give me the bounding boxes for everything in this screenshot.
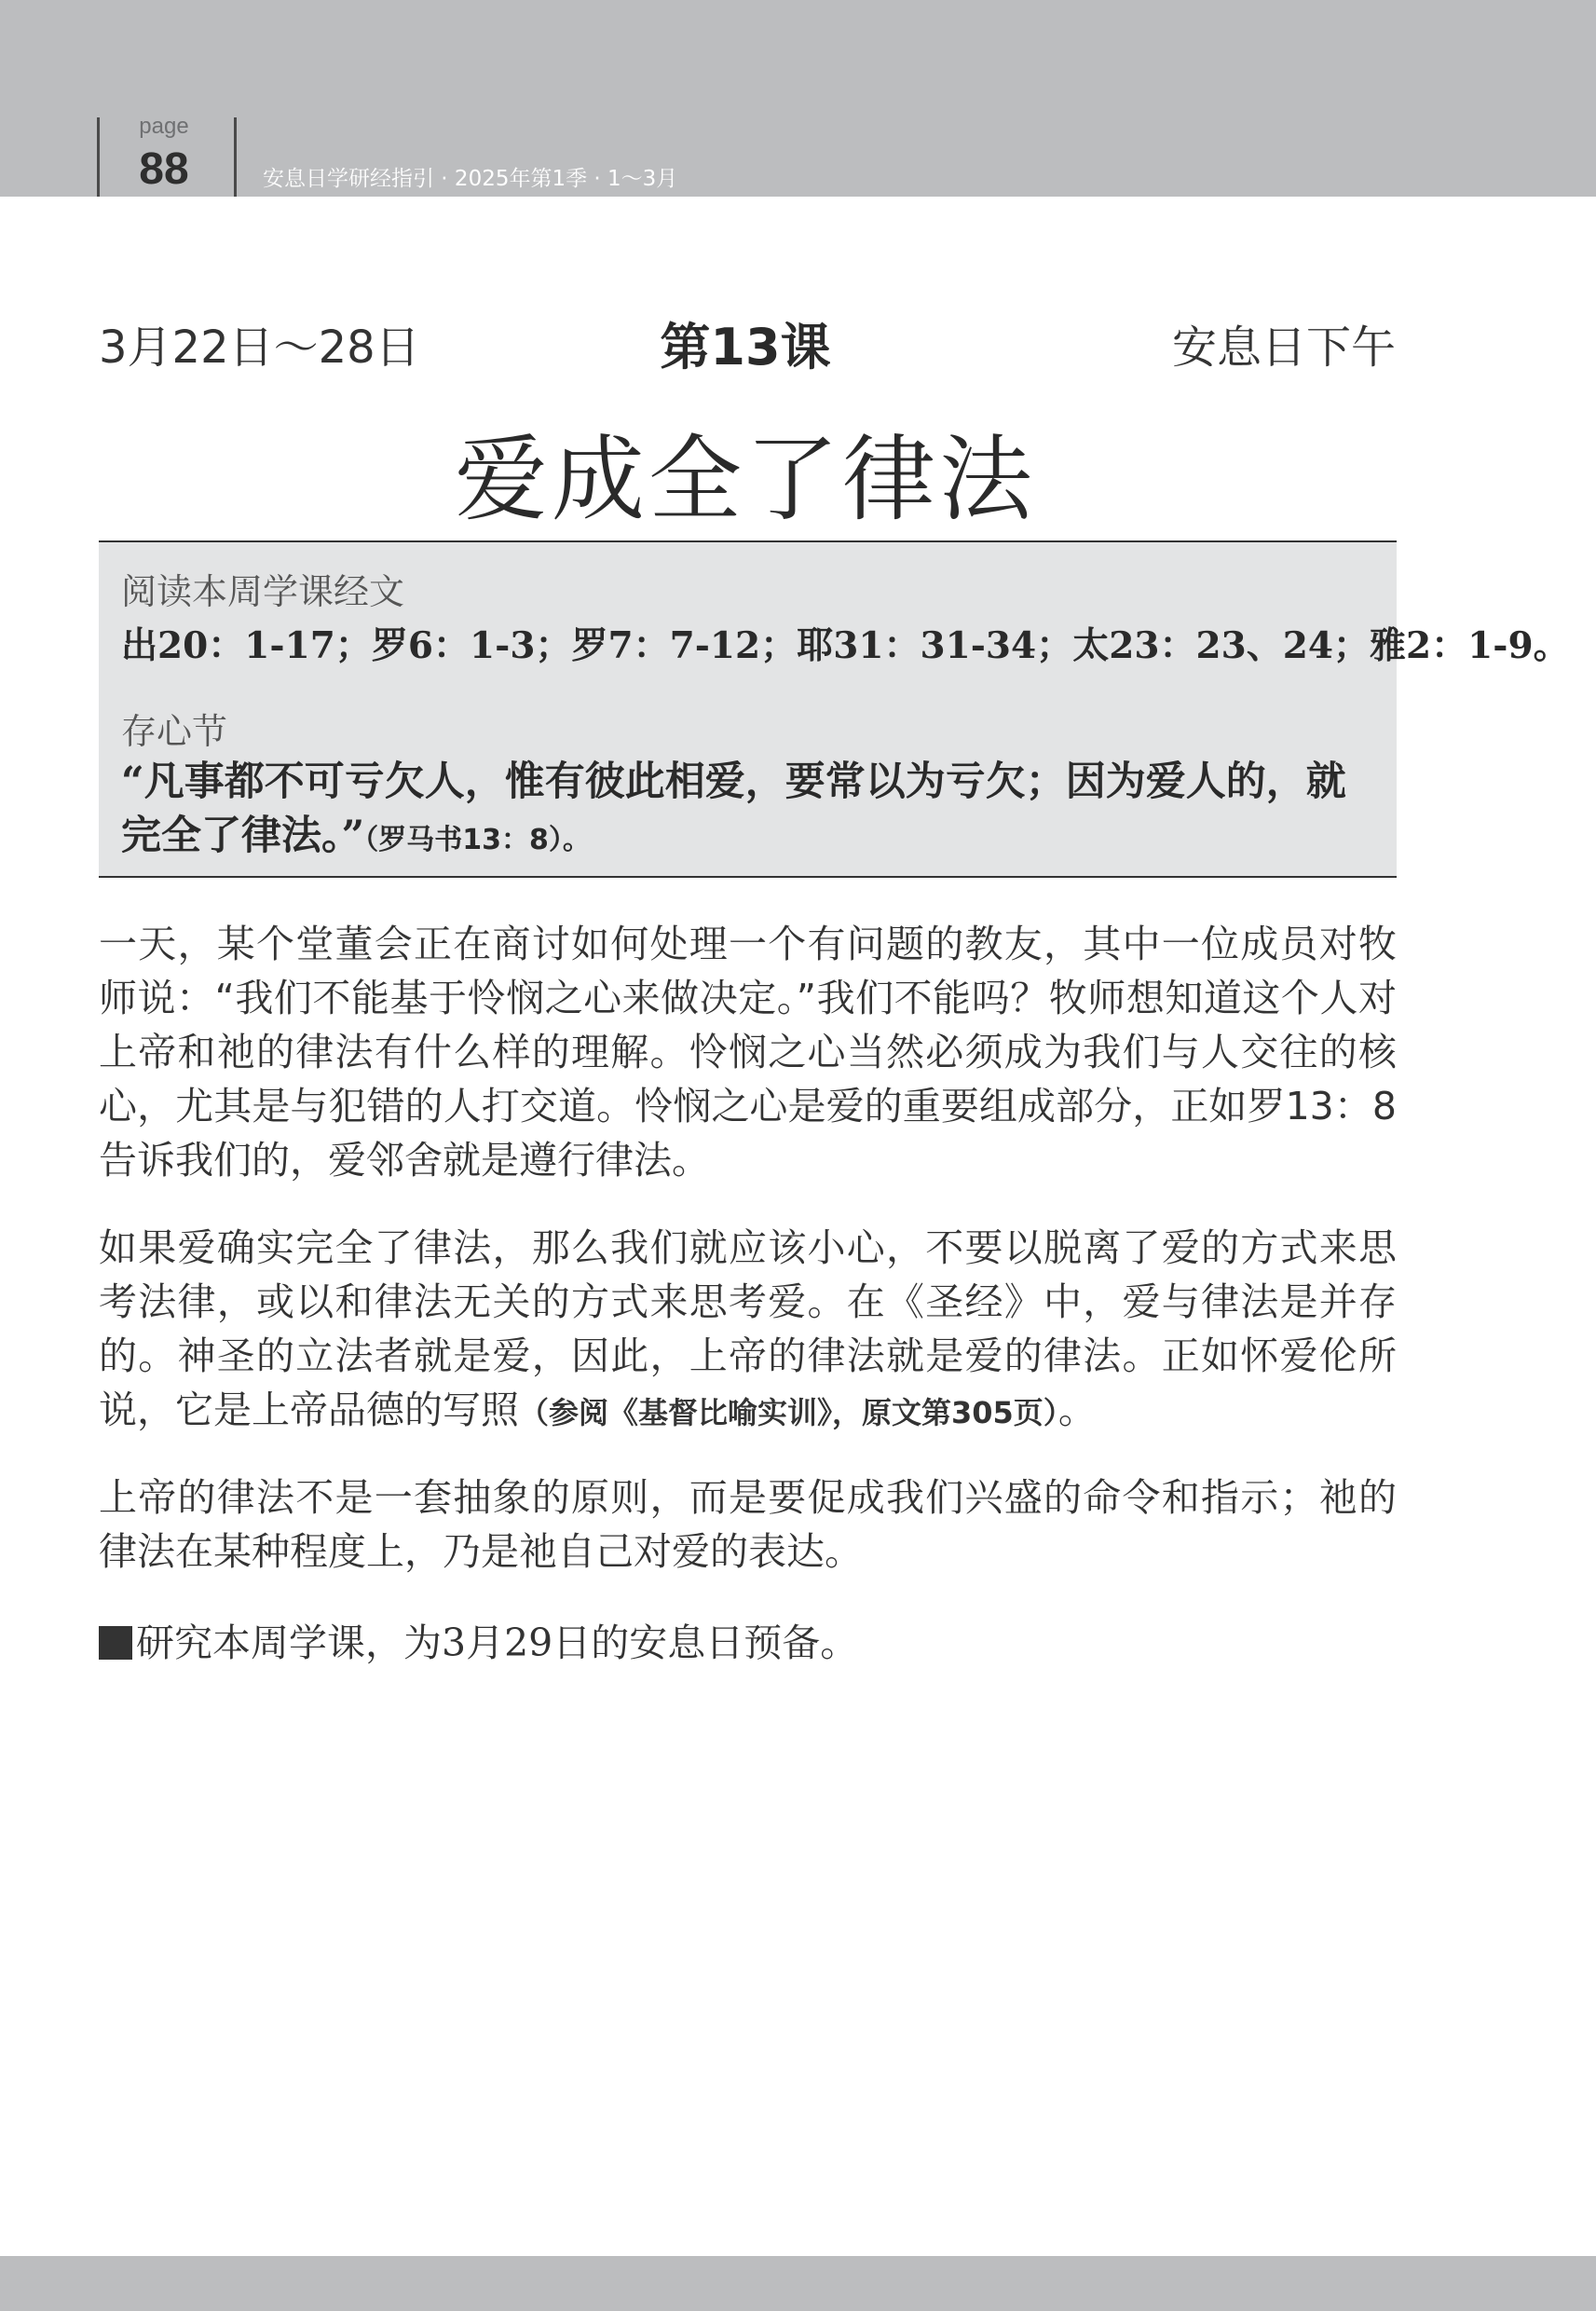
page-number: 88 bbox=[139, 144, 189, 194]
black-square-icon bbox=[99, 1626, 132, 1660]
paragraph-2-citation: （参阅《基督比喻实训》，原文第305页） bbox=[519, 1395, 1058, 1430]
footer-band bbox=[0, 2256, 1596, 2311]
paragraph-2 bbox=[99, 1221, 1397, 1440]
closing-line bbox=[99, 1612, 858, 1667]
reading-label: 阅读本周学课经文 bbox=[121, 571, 405, 612]
paragraph-3: 上帝的律法不是一套抽象的原则，而是要促成我们兴盛的命令和指示；祂的律法在某种程度上，乃是祂自己对爱的表达。 bbox=[99, 1475, 1397, 1574]
memory-verse-text: “凡事都不可亏欠人，惟有彼此相爱，要常以为亏欠；因为爱人的，就完全了律法。” bbox=[121, 759, 1346, 859]
paragraph-2-end: 。 bbox=[1057, 1388, 1097, 1432]
paragraph-1: 一天，某个堂董会正在商讨如何处理一个有问题的教友，其中一位成员对牧师说：“我们不能基于怜悯之心来做决定。”我们不能吗？牧师想知道这个人对上帝和祂的律法有什么样的理解。怜悯之心当然必须成为我们与人交往的核心，尤其是与犯错的人打交道。怜悯之心是爱的重要组成部分，正如罗13：8告诉我们的，爱邻舍就是遵行律法。 bbox=[99, 922, 1397, 1183]
memory-verse-reference: （罗马书13：8）。 bbox=[364, 824, 591, 856]
closing-text: 研究本周学课，为3月29日的安息日预备。 bbox=[136, 1620, 859, 1665]
reading-texts: 出20：1-17；罗6：1-3；罗7：7-12；耶31：31-34；太23：23、24；雅2：1-9。 bbox=[121, 624, 1570, 667]
lesson-day: 安息日下午 bbox=[1171, 321, 1396, 374]
lesson-number: 第13课 bbox=[660, 318, 831, 376]
page-label: page bbox=[139, 114, 189, 139]
memory-label: 存心节 bbox=[121, 711, 228, 752]
memory-verse bbox=[121, 755, 1374, 868]
paragraph-2-text: 如果爱确实完全了律法，那么我们就应该小心，不要以脱离了爱的方式来思考法律，或以和律法无关的方式来思考爱。在《圣经》中，爱与律法是并存的。神圣的立法者就是爱，因此，上帝的律法就是爱的律法。正如怀爱伦所说，它是上帝品德的写照 bbox=[99, 1225, 1397, 1432]
running-header: 安息日学研经指引 · 2025年第1季 · 1～3月 bbox=[263, 167, 678, 191]
reading-box bbox=[99, 540, 1570, 878]
header-band bbox=[0, 0, 1596, 197]
lesson-title: 爱成全了律法 bbox=[455, 425, 1036, 534]
lesson-date-range: 3月22日～28日 bbox=[99, 321, 420, 374]
header-divider-right bbox=[234, 117, 237, 197]
